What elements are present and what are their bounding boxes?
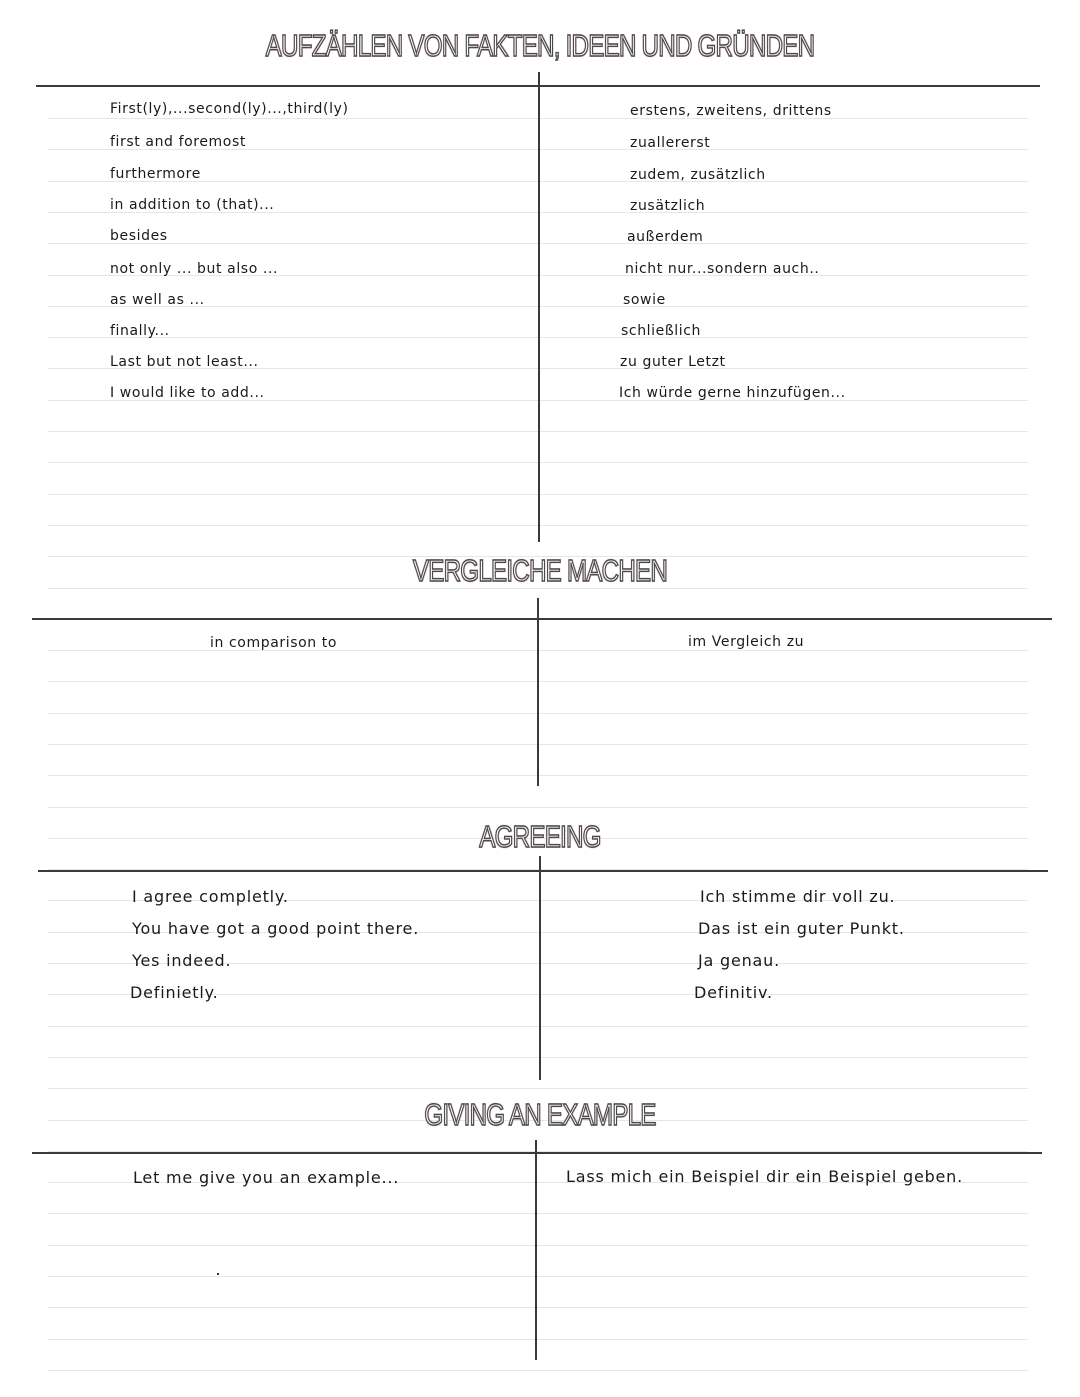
section-title-agreeing: AGREEING <box>479 819 601 854</box>
ink-dot <box>217 1273 219 1275</box>
english-phrase: I would like to add... <box>110 385 265 401</box>
german-phrase: erstens, zweitens, drittens <box>630 103 832 119</box>
german-phrase: Das ist ein guter Punkt. <box>698 919 905 938</box>
column-divider <box>539 856 541 1080</box>
ruled-line <box>48 1026 1028 1027</box>
ruled-line <box>48 1370 1028 1371</box>
english-phrase: as well as ... <box>110 292 205 308</box>
ruled-line <box>48 1088 1028 1089</box>
english-phrase: not only ... but also ... <box>110 261 279 277</box>
column-divider <box>537 598 539 786</box>
english-phrase: You have got a good point there. <box>132 919 420 938</box>
section-divider <box>32 618 1052 620</box>
german-phrase: sowie <box>623 292 666 308</box>
english-phrase: Let me give you an example... <box>133 1168 400 1187</box>
german-phrase: zuallererst <box>630 135 711 151</box>
german-phrase: nicht nur...sondern auch.. <box>625 261 820 277</box>
section-title-aufzaehlen: AUFZÄHLEN VON FAKTEN, IDEEN UND GRÜNDEN <box>265 28 815 63</box>
german-phrase: zudem, zusätzlich <box>630 167 766 183</box>
section-divider <box>38 870 1048 872</box>
ruled-line <box>48 1213 1028 1214</box>
english-phrase: First(ly),...second(ly)...,third(ly) <box>110 101 349 117</box>
german-phrase: Definitiv. <box>694 983 773 1002</box>
german-phrase: Ja genau. <box>698 951 780 970</box>
german-phrase: Ich stimme dir voll zu. <box>700 887 896 906</box>
section-divider <box>32 1152 1042 1154</box>
section-title-giving-example: GIVING AN EXAMPLE <box>424 1097 656 1132</box>
german-phrase: außerdem <box>627 229 704 245</box>
ruled-line <box>48 1307 1028 1308</box>
english-phrase: furthermore <box>110 166 201 182</box>
ruled-line <box>48 1245 1028 1246</box>
ruled-line <box>48 1057 1028 1058</box>
english-phrase: Last but not least... <box>110 354 259 370</box>
ruled-line <box>48 807 1028 808</box>
english-phrase: in comparison to <box>210 635 338 651</box>
english-phrase: Yes indeed. <box>132 951 232 970</box>
english-phrase: finally... <box>110 323 170 339</box>
ruled-line <box>48 1276 1028 1277</box>
section-title-vergleiche: VERGLEICHE MACHEN <box>412 553 668 588</box>
german-phrase: zusätzlich <box>630 198 706 214</box>
german-phrase: zu guter Letzt <box>620 354 726 370</box>
english-phrase: first and foremost <box>110 134 246 150</box>
ruled-line <box>48 1339 1028 1340</box>
german-phrase: im Vergleich zu <box>688 634 805 650</box>
german-phrase: Lass mich ein Beispiel dir ein Beispiel geben. <box>566 1167 964 1186</box>
german-phrase: Ich würde gerne hinzufügen... <box>619 385 846 401</box>
column-divider <box>538 72 540 542</box>
english-phrase: Definietly. <box>130 983 219 1002</box>
english-phrase: besides <box>110 228 168 244</box>
english-phrase: in addition to (that)... <box>110 197 275 213</box>
german-phrase: schließlich <box>621 323 702 339</box>
column-divider <box>535 1140 537 1360</box>
english-phrase: I agree completly. <box>132 887 289 906</box>
